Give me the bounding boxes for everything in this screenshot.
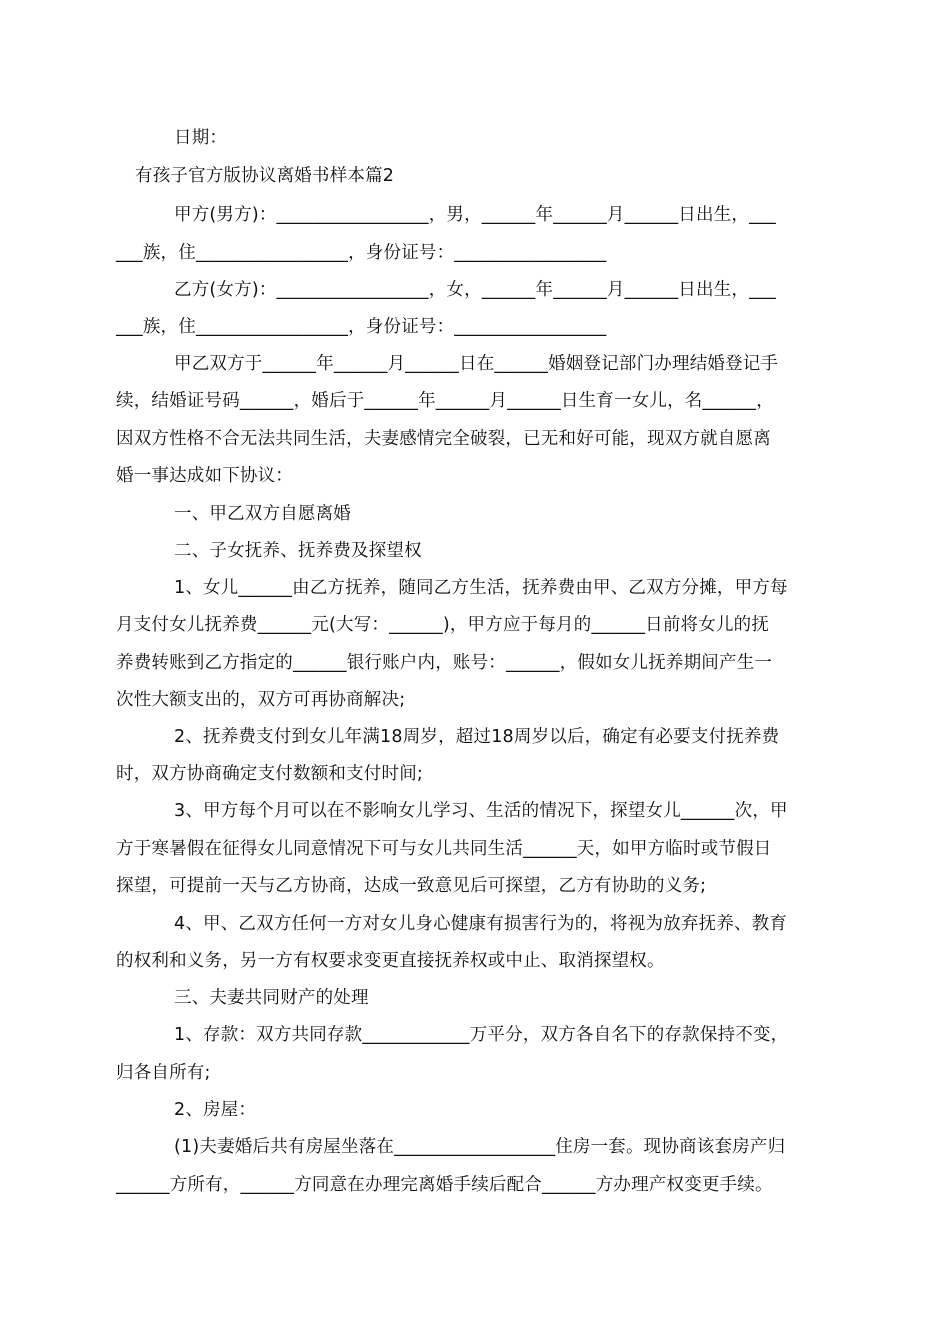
party-a-line-2: ___族，住_________________，身份证号：_________________ [116, 243, 607, 263]
clause-3-item-2-sub-1-line-1: (1)夫妻婚后共有房屋坐落在__________________住房一套。现协商该套房产归 [174, 1137, 786, 1157]
clause-2-item-1-line-1: 1、女儿______由乙方抚养，随同乙方生活，抚养费由甲、乙双方分摊，甲方每 [174, 578, 788, 598]
date-label: 日期： [174, 128, 228, 148]
party-b-line-2: ___族，住_________________，身份证号：_________________ [116, 317, 607, 337]
clause-2-item-1-line-4: 次性大额支出的，双方可再协商解决; [116, 690, 406, 710]
clause-2-item-3-line-2: 方于寒暑假在征得女儿同意情况下可与女儿共同生活______天，如甲方临时或节假日 [116, 839, 772, 859]
intro-paragraph-line-3: 因双方性格不合无法共同生活，夫妻感情完全破裂，已无和好可能，现双方就自愿离 [116, 429, 771, 449]
clause-2-heading: 二、子女抚养、抚养费及探望权 [174, 541, 422, 561]
clause-2-item-3-line-3: 探望，可提前一天与乙方协商，达成一致意见后可探望，乙方有协助的义务; [116, 876, 707, 896]
intro-paragraph-line-1: 甲乙双方于______年______月______日在______婚姻登记部门办理结婚登记手 [174, 354, 779, 374]
clause-2-item-1-line-2: 月支付女儿抚养费______元(大写：______)，甲方应于每月的______日前将女儿的抚 [116, 615, 770, 635]
clause-2-item-2-line-2: 时，双方协商确定支付数额和支付时间; [116, 764, 423, 784]
clause-3-item-2-heading: 2、房屋： [174, 1100, 257, 1120]
clause-2-item-2-line-1: 2、抚养费支付到女儿年满18周岁，超过18周岁以后，确定有必要支付抚养费 [174, 727, 780, 747]
intro-paragraph-line-2: 续，结婚证号码______，婚后于______年______月______日生育一女儿，名______， [116, 391, 774, 411]
party-b-line-1: 乙方(女方)：_________________，女，______年______月______日出生，___ [174, 280, 776, 300]
clause-2-item-3-line-1: 3、甲方每个月可以在不影响女儿学习、生活的情况下，探望女儿______次，甲 [174, 801, 788, 821]
clause-3-item-2-sub-1-line-2: ______方所有，______方同意在办理完离婚手续后配合______方办理产权变更手续。 [116, 1175, 773, 1195]
clause-3-item-1-line-1: 1、存款：双方共同存款____________万平分，双方各自名下的存款保持不变， [174, 1025, 789, 1045]
clause-2-item-4-line-2: 的权利和义务，另一方有权要求变更直接抚养权或中止、取消探望权。 [116, 951, 665, 971]
clause-3-item-1-line-2: 归各自所有; [116, 1063, 211, 1083]
clause-2-item-1-line-3: 养费转账到乙方指定的______银行账户内，账号：______，假如女儿抚养期间产生一 [116, 653, 773, 673]
section-title: 有孩子官方版协议离婚书样本篇2 [135, 166, 395, 186]
clause-2-item-4-line-1: 4、甲、乙双方任何一方对女儿身心健康有损害行为的，将视为放弃抚养、教育 [174, 914, 788, 934]
clause-3-heading: 三、夫妻共同财产的处理 [174, 988, 369, 1008]
intro-paragraph-line-4: 婚一事达成如下协议： [116, 466, 293, 486]
clause-1-heading: 一、甲乙双方自愿离婚 [174, 504, 351, 524]
party-a-line-1: 甲方(男方)：_________________，男，______年______月______日出生，___ [174, 205, 776, 225]
